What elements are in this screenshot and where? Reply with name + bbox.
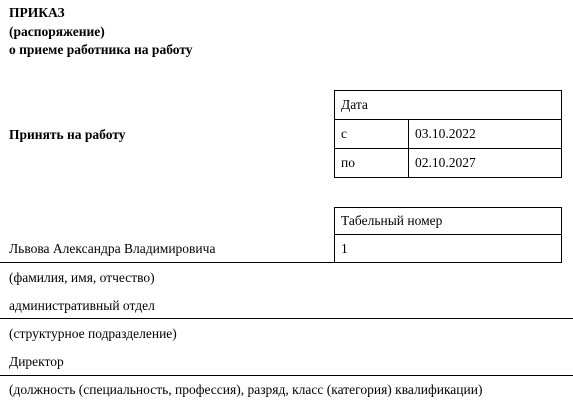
- to-label-cell: [334, 148, 409, 178]
- tab-number-header: Табельный номер: [341, 213, 443, 228]
- from-label: с: [341, 126, 347, 141]
- hire-label: Принять на работу: [9, 127, 126, 142]
- to-value: 02.10.2027: [415, 155, 476, 170]
- date-header: Дата: [341, 97, 368, 112]
- to-value-cell: [408, 148, 562, 178]
- document-title: ПРИКАЗ: [9, 5, 65, 20]
- from-label-cell: [334, 119, 409, 149]
- position-value: Директор: [9, 354, 64, 369]
- document-subtitle: (распоряжение): [9, 24, 105, 39]
- department-value: административный отдел: [9, 298, 155, 313]
- position-caption: (должность (специальность, профессия), разряд, класс (категория) квалификации): [9, 382, 483, 397]
- from-value: 03.10.2022: [415, 126, 476, 141]
- department-caption: (структурное подразделение): [9, 326, 177, 341]
- employee-name: Львова Александра Владимировича: [9, 241, 216, 256]
- position-underline: [0, 375, 573, 376]
- department-underline: [0, 318, 573, 319]
- tab-number-header-cell: [334, 207, 562, 235]
- document-topic: о приеме работника на работу: [9, 42, 193, 57]
- tab-number-value: 1: [341, 240, 348, 256]
- to-label: по: [341, 155, 355, 170]
- from-value-cell: [408, 119, 562, 149]
- tab-number-value-cell: [334, 234, 562, 263]
- date-header-cell: [334, 90, 562, 120]
- name-caption: (фамилия, имя, отчество): [9, 270, 155, 285]
- name-underline: [0, 262, 334, 263]
